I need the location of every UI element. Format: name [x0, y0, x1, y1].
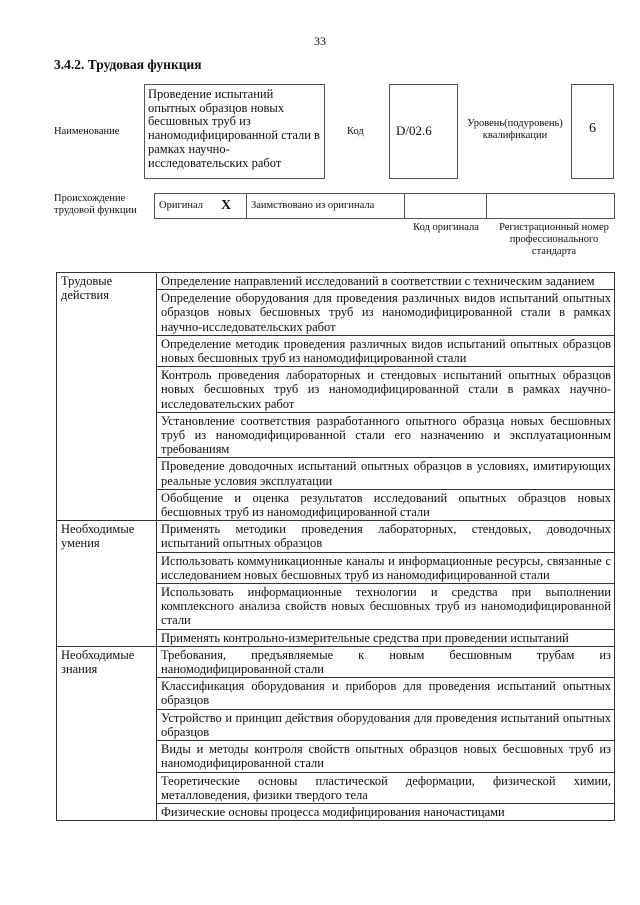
section-heading: Необходимые умения [57, 521, 157, 647]
reg-number-caption: Регистрационный номер профессионального стандарта [499, 222, 609, 257]
page-number: 33 [314, 34, 326, 48]
row-text: Физические основы процесса модифицирования наночастицами [157, 803, 615, 820]
original-mark: X [221, 198, 232, 213]
origin-row [154, 193, 615, 219]
row-text: Определение оборудования для проведения различных видов испытаний опытных образцов новых бесшовных труб из наномодифицированной стали в рамках научно-исследовательских работ [157, 290, 615, 336]
table-row [57, 273, 615, 290]
function-name-box: Проведение испытаний опытных образцов новых бесшовных труб из наномодифицированной стали в рамках научно-исследовательских работ [144, 84, 325, 179]
row-text: Определение направлений исследований в соответствии с техническим заданием [157, 273, 615, 290]
row-text: Использовать коммуникационные каналы и информационные ресурсы, связанные с исследованием новых бесшовных труб из наномодифицированной стали [157, 552, 615, 583]
row-text: Проведение доводочных испытаний опытных образцов в условиях, имитирующих реальные условия эксплуатации [157, 458, 615, 489]
level-label: Уровень(подуровень) квалификации [467, 118, 563, 141]
code-label: Код [347, 126, 364, 137]
section-title: 3.4.2. Трудовая функция [54, 57, 202, 72]
row-text: Требования, предъявляемые к новым бесшовным трубам из наномодифицированной стали [157, 646, 615, 677]
row-text: Контроль проведения лабораторных и стендовых испытаний опытных образцов новых бесшовных труб из наномодифицированной стали в рамках научно-исследовательских работ [157, 367, 615, 413]
function-code-box: D/02.6 [389, 84, 458, 179]
borrowed-label: Заимствовано из оригинала [251, 200, 375, 211]
row-text: Виды и методы контроля свойств опытных образцов новых бесшовных труб из наномодифицированной стали [157, 741, 615, 772]
row-text: Теоретические основы пластической деформации, физической химии, металловедения, физики твердого тела [157, 772, 615, 803]
table-row [57, 521, 615, 552]
origin-label: Происхождение трудовой функции [54, 193, 137, 216]
original-label: Оригинал [159, 200, 203, 211]
section-heading: Необходимые знания [57, 646, 157, 820]
row-text: Использовать информационные технологии и средства при выполнении комплексного анализа свойств новых бесшовных труб из наномодифицированной стали [157, 584, 615, 630]
table-row [57, 646, 615, 677]
code-original-caption: Код оригинала [413, 222, 479, 233]
section-heading: Трудовые действия [57, 273, 157, 521]
level-box: 6 [571, 84, 614, 179]
row-text: Определение методик проведения различных видов испытаний опытных образцов новых бесшовных труб из наномодифицированной стали [157, 335, 615, 366]
name-label: Наименование [54, 126, 120, 137]
row-text: Классификация оборудования и приборов для проведения испытаний опытных образцов [157, 678, 615, 709]
row-text: Применять контрольно-измерительные средства при проведении испытаний [157, 629, 615, 646]
function-details-table [56, 272, 615, 821]
row-text: Применять методики проведения лабораторных, стендовых, доводочных испытаний опытных образцов [157, 521, 615, 552]
row-text: Обобщение и оценка результатов исследований опытных образцов новых бесшовных труб из наномодифицированной стали [157, 489, 615, 520]
row-text: Устройство и принцип действия оборудования для проведения испытаний опытных образцов [157, 709, 615, 740]
row-text: Установление соответствия разработанного опытного образца новых бесшовных труб из наномодифицированной стали его назначению и эксплуатационным требованиям [157, 412, 615, 458]
